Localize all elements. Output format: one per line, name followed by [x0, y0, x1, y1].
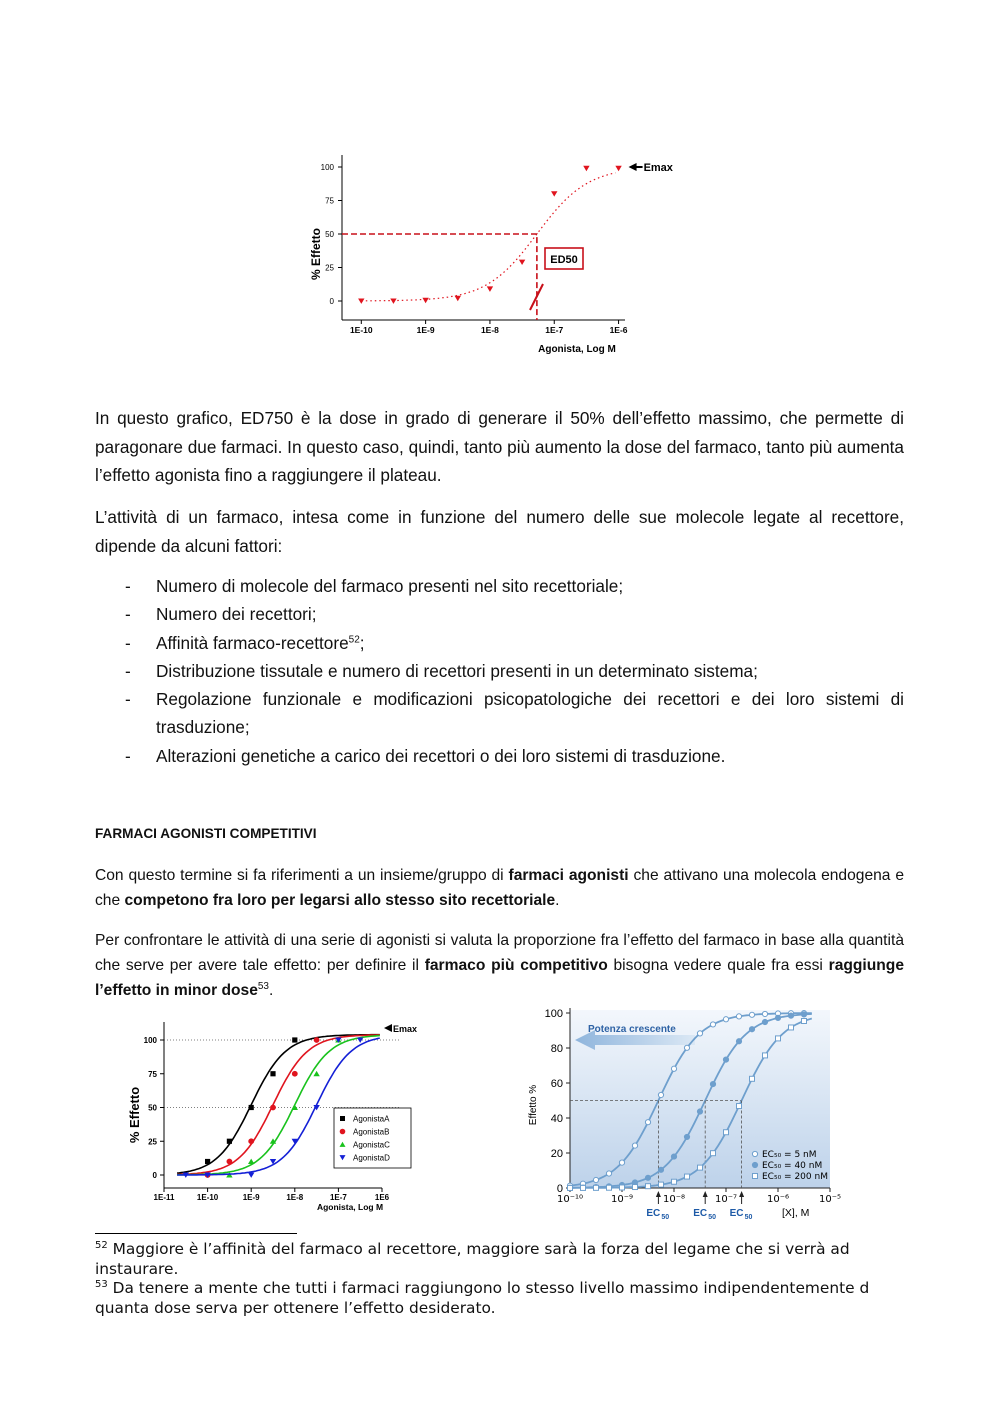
data-point [723, 1017, 728, 1022]
data-point [749, 1012, 754, 1017]
data-point [583, 166, 589, 171]
bullet-dash: - [125, 632, 131, 653]
list-item: - Distribuzione tissutale e numero di recettori presenti in un determinato sistema; [95, 657, 904, 685]
data-point [775, 1015, 780, 1020]
x-tick-label: 1E-9 [242, 1193, 260, 1202]
data-point [658, 1167, 663, 1172]
y-tick-label: 100 [320, 163, 334, 172]
x-tick-label: 1E6 [374, 1193, 390, 1202]
ec50-label: EC [646, 1208, 661, 1219]
bullet-dash: - [125, 576, 131, 596]
data-point [205, 1159, 210, 1164]
data-point [227, 1159, 233, 1165]
x-tick-label: 1E-6 [609, 325, 628, 335]
x-tick-label: 1E-8 [286, 1193, 304, 1202]
data-point [710, 1022, 715, 1027]
footnote-53: $^{53}$ Da tenere a mente che tutti i farmaci raggiungono lo stesso livello massimo indipendentemente d quanta dose serva per ottenere l’effetto desiderato. [95, 1278, 870, 1317]
x-tick-label: 10⁻⁷ [714, 1194, 738, 1205]
x-axis-label: [X], M [782, 1207, 810, 1219]
ed50-guide [342, 234, 537, 320]
footnote-ref[interactable]: 53 [257, 980, 269, 992]
list-item: - Numero di molecole del farmaco presenti nel sito recettoriale; [95, 572, 904, 600]
x-axis-label: Agonista, Log M [316, 1202, 384, 1212]
y-tick-label: 20 [550, 1148, 563, 1160]
ec50-label-sub: 50 [708, 1214, 716, 1221]
data-point [313, 1071, 319, 1076]
legend-marker [340, 1116, 345, 1121]
data-point [698, 1165, 703, 1170]
data-point [776, 1036, 781, 1041]
list-item: - Regolazione funzionale e modificazioni psicopatologiche dei recettori e dei loro sistemi di trasduzione; [95, 685, 904, 742]
y-tick-label: 25 [325, 263, 334, 273]
x-tick-label: 1E-9 [416, 325, 435, 335]
data-point [551, 191, 557, 196]
data-point [619, 1160, 624, 1165]
data-point [358, 298, 364, 303]
data-point [736, 1014, 741, 1019]
paragraph-attivita: L’attività di un farmaco, intesa come in funzione del numero delle sue molecole legate al recettore, dipende da alcuni fattori: [95, 507, 904, 556]
emax-label: Emax [393, 1024, 418, 1034]
legend-marker [753, 1174, 758, 1179]
bullet-dash: - [125, 745, 131, 766]
y-tick-label: 100 [143, 1036, 157, 1045]
footnote-52: $^{52}$ Maggiore è l’affinità del farmaco al recettore, maggiore sarà la forza del legame che si verrà ad instaurare. [95, 1239, 850, 1278]
data-point [292, 1105, 298, 1110]
data-point [227, 1139, 232, 1144]
potency-chart [520, 1005, 850, 1230]
data-point [519, 260, 525, 265]
data-point [487, 286, 493, 291]
data-point [736, 1039, 741, 1044]
data-point [711, 1151, 716, 1156]
ec50-label: EC [693, 1208, 708, 1219]
paragraph-confronto: Per confrontare le attività di una serie di agonisti si valuta la proporzione fra l’effetto del farmaco in base alla quantità che serve per avere tale effetto: per definire il farmaco più competitivo bisogna vedere quale fra essi raggiunge l’effetto in minor dose$^{53}$. [95, 932, 904, 999]
y-tick-label: 75 [325, 196, 334, 206]
x-tick-label: 1E-8 [480, 325, 499, 335]
data-point [723, 1057, 728, 1062]
data-point [248, 1159, 254, 1164]
data-point [685, 1174, 690, 1179]
data-point [724, 1130, 729, 1135]
factor-list [95, 572, 904, 770]
y-tick-label: 60 [550, 1078, 563, 1090]
data-point [802, 1018, 807, 1023]
data-point [762, 1011, 767, 1016]
footnote-separator [95, 1233, 297, 1234]
data-point [292, 1037, 297, 1042]
data-point [606, 1171, 611, 1176]
data-point [658, 1092, 663, 1097]
legend-label: AgonistaD [353, 1153, 390, 1163]
data-point [697, 1109, 702, 1114]
x-tick-label: 1E-7 [329, 1193, 347, 1202]
ed50-label: ED50 [550, 254, 578, 266]
data-point [632, 1143, 637, 1148]
paragraph-definizione: Con questo termine si fa riferimenti a un insieme/gruppo di farmaci agonisti che attivano una molecola endogena e che competono fra loro per legarsi allo stesso sito recettoriale. [95, 867, 905, 909]
x-tick-label: 10⁻⁶ [766, 1194, 790, 1205]
data-point [581, 1185, 586, 1190]
data-point [763, 1053, 768, 1058]
data-point [684, 1134, 689, 1139]
data-point [762, 1019, 767, 1024]
x-tick-label: 1E-7 [545, 325, 564, 335]
data-point [645, 1175, 650, 1180]
y-tick-label: 50 [148, 1103, 157, 1113]
section-heading: FARMACI AGONISTI COMPETITIVI [95, 826, 317, 841]
data-point [314, 1037, 320, 1043]
data-point [607, 1185, 612, 1190]
data-point [737, 1104, 742, 1109]
legend-label: AgonistaB [353, 1127, 390, 1137]
data-point [620, 1185, 625, 1190]
x-tick-label: 1E-10 [349, 325, 373, 335]
ec50-label: EC [729, 1208, 744, 1219]
data-point [801, 1012, 806, 1017]
data-point [697, 1031, 702, 1036]
data-point [672, 1179, 677, 1184]
x-tick-label: 10⁻⁹ [610, 1194, 634, 1205]
x-tick-label: 1E-11 [153, 1193, 175, 1202]
y-axis-label: % Effetto [309, 228, 323, 280]
data-point [646, 1184, 651, 1189]
paragraph-ed50: In questo grafico, ED750 è la dose in grado di generare il 50% dell’effetto massimo, che permette di paragonare due farmaci. In questo caso, quindi, tanto più aumento la dose del farmaco, tanto più aumenta l’effetto agonista fino a raggiungere il plateau. [95, 408, 904, 485]
legend-label: AgonistaC [353, 1140, 390, 1150]
y-axis-label: Effetto % [528, 1084, 539, 1126]
y-axis-label: % Effetto [127, 1086, 142, 1144]
data-point [422, 298, 428, 303]
list-item: - Alterazioni genetiche a carico dei recettori o dei loro sistemi di trasduzione. [95, 742, 904, 770]
footnote-ref[interactable]: 52 [348, 633, 360, 645]
bullet-dash: - [125, 604, 131, 625]
y-tick-label: 50 [325, 230, 334, 239]
y-tick-label: 0 [556, 1183, 563, 1195]
ec50-label-sub: 50 [661, 1214, 670, 1221]
data-point [568, 1185, 573, 1190]
legend-label: EC₅₀ = 200 nM [762, 1172, 828, 1182]
ed50-dose-response-chart [300, 150, 673, 365]
emax-arrow [384, 1024, 392, 1032]
data-point [615, 166, 621, 171]
ec50-label-sub: 50 [744, 1214, 753, 1221]
data-point [390, 298, 396, 303]
data-point [633, 1185, 638, 1190]
y-tick-label: 0 [329, 297, 334, 306]
agonists-comparison-chart [122, 1018, 422, 1218]
list-item: - Affinità farmaco-recettore$^{52}$; [95, 629, 904, 657]
data-point [789, 1025, 794, 1030]
list-item: - Numero dei recettori; [95, 600, 904, 628]
x-axis-label: Agonista, Log M [538, 344, 616, 355]
x-tick-label: 10⁻⁵ [818, 1194, 842, 1205]
legend-marker [752, 1162, 757, 1167]
data-point [292, 1071, 298, 1077]
x-tick-label: 1E-10 [196, 1193, 219, 1202]
data-point [710, 1081, 715, 1086]
y-tick-label: 40 [550, 1113, 563, 1125]
legend-marker [340, 1129, 346, 1135]
data-point [270, 1105, 276, 1111]
y-tick-label: 75 [148, 1069, 157, 1079]
data-point [645, 1120, 650, 1125]
legend-marker [752, 1151, 757, 1156]
data-point [671, 1066, 676, 1071]
legend [334, 1108, 411, 1168]
y-tick-label: 25 [148, 1137, 157, 1147]
data-point [684, 1045, 689, 1050]
data-point [270, 1071, 275, 1076]
bullet-dash: - [125, 660, 131, 681]
data-point [788, 1013, 793, 1018]
footnotes [95, 1240, 904, 1318]
legend-label: EC₅₀ = 40 nM [762, 1161, 823, 1171]
fit-curve [361, 173, 615, 301]
legend-label: AgonistaA [353, 1114, 390, 1124]
data-point [248, 1138, 254, 1144]
legend-label: EC₅₀ = 5 nM [762, 1150, 817, 1160]
data-point [671, 1154, 676, 1159]
data-point [593, 1177, 598, 1182]
potency-label: Potenza crescente [588, 1024, 676, 1035]
y-tick-label: 100 [544, 1008, 563, 1020]
data-point [594, 1185, 599, 1190]
data-point [749, 1027, 754, 1032]
bullet-dash: - [125, 689, 131, 710]
data-point [455, 296, 461, 301]
x-tick-label: 10⁻¹⁰ [556, 1194, 584, 1205]
y-tick-label: 0 [152, 1171, 157, 1180]
data-point [248, 1172, 254, 1177]
y-tick-label: 80 [550, 1043, 563, 1055]
x-tick-label: 10⁻⁸ [662, 1194, 686, 1205]
data-point [750, 1076, 755, 1081]
data-point [249, 1105, 254, 1110]
data-point [659, 1182, 664, 1187]
emax-label: Emax [643, 162, 673, 174]
